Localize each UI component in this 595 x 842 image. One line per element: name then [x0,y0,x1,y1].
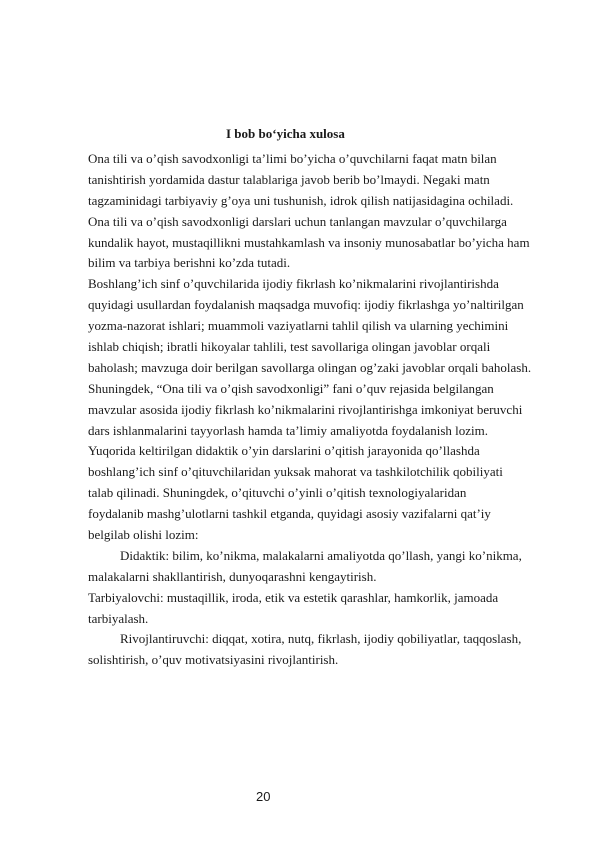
text-line: bilim va tarbiya berishni ko’zda tutadi. [88,255,291,271]
text-line: dars ishlanmalarini tayyorlash hamda ta’limiy amaliyotda foydalanish lozim. [88,422,489,438]
text-line: tanishtirish yordamida dastur talablariga javob berib bo’lmaydi. Negaki matn [88,171,490,187]
text-line: kundalik hayot, mustaqillikni mustahkamlash va insoniy munosabatlar bo’yicha ham [88,234,530,250]
page-number: 20 [256,789,271,804]
text-line: boshlang’ich sinf o’qituvchilaridan yuksak mahorat va tashkilotchilik qobiliyati [88,464,503,480]
text-line: quyidagi usullardan foydalanish maqsadga muvofiq: ijodiy fikrlashga yo’naltirilgan [88,297,524,313]
text-line: talab qilinadi. Shuningdek, o’qituvchi o’yinli o’qitish texnologiyalaridan [88,485,467,501]
text-line: yozma-nazorat ishlari; muammoli vaziyatlarni tahlil qilish va ularning yechimini [88,318,509,334]
text-line: malakalarni shakllantirish, dunyoqarashni kengaytirish. [88,568,377,584]
text-line: tarbiyalash. [88,610,149,626]
text-line: ishlab chiqish; ibratli hikoyalar tahlili, test savollariga olingan javoblar orqali [88,339,491,355]
section-heading: I bob bo‘yicha xulosa [226,126,345,141]
text-line: solishtirish, o’quv motivatsiyasini rivojlantirish. [88,652,339,668]
text-line: tagzaminidagi tarbiyaviy g’oya uni tushunish, idrok qilish natijasidagina ochiladi. [88,192,514,208]
text-line: foydalanib mashg’ulotlarni tashkil etganda, quyidagi asosiy vazifalarni qat’iy [88,506,491,522]
text-line: Tarbiyalovchi: mustaqillik, iroda, etik va estetik qarashlar, hamkorlik, jamoada [88,589,499,605]
body-text [88,149,568,671]
text-line: Shuningdek, “Ona tili va o’qish savodxonligi” fani o’quv rejasida belgilangan [88,380,494,396]
text-line: Didaktik: bilim, ko’nikma, malakalarni amaliyotda qo’llash, yangi ko’nikma, [120,547,522,563]
text-line: Boshlang’ich sinf o’quvchilarida ijodiy fikrlash ko’nikmalarini rivojlantirishda [88,276,499,292]
text-line: Ona tili va o’qish savodxonligi darslari uchun tanlangan mavzular o’quvchilarga [88,213,507,229]
text-line: Ona tili va o’qish savodxonligi ta’limi bo’yicha o’quvchilarni faqat matn bilan [88,151,497,166]
text-line: Yuqorida keltirilgan didaktik o’yin darslarini o’qitish jarayonida qo’llashda [88,443,480,459]
text-line: mavzular asosida ijodiy fikrlash ko’nikmalarini rivojlantirishga imkoniyat beruvchi [88,401,523,417]
text-line: Rivojlantiruvchi: diqqat, xotira, nutq, fikrlash, ijodiy qobiliyatlar, taqqoslash, [120,631,522,647]
text-line: belgilab olishi lozim: [88,527,199,543]
text-line: baholash; mavzuga doir berilgan savollarga olingan og’zaki javoblar orqali baholash. [88,359,532,375]
